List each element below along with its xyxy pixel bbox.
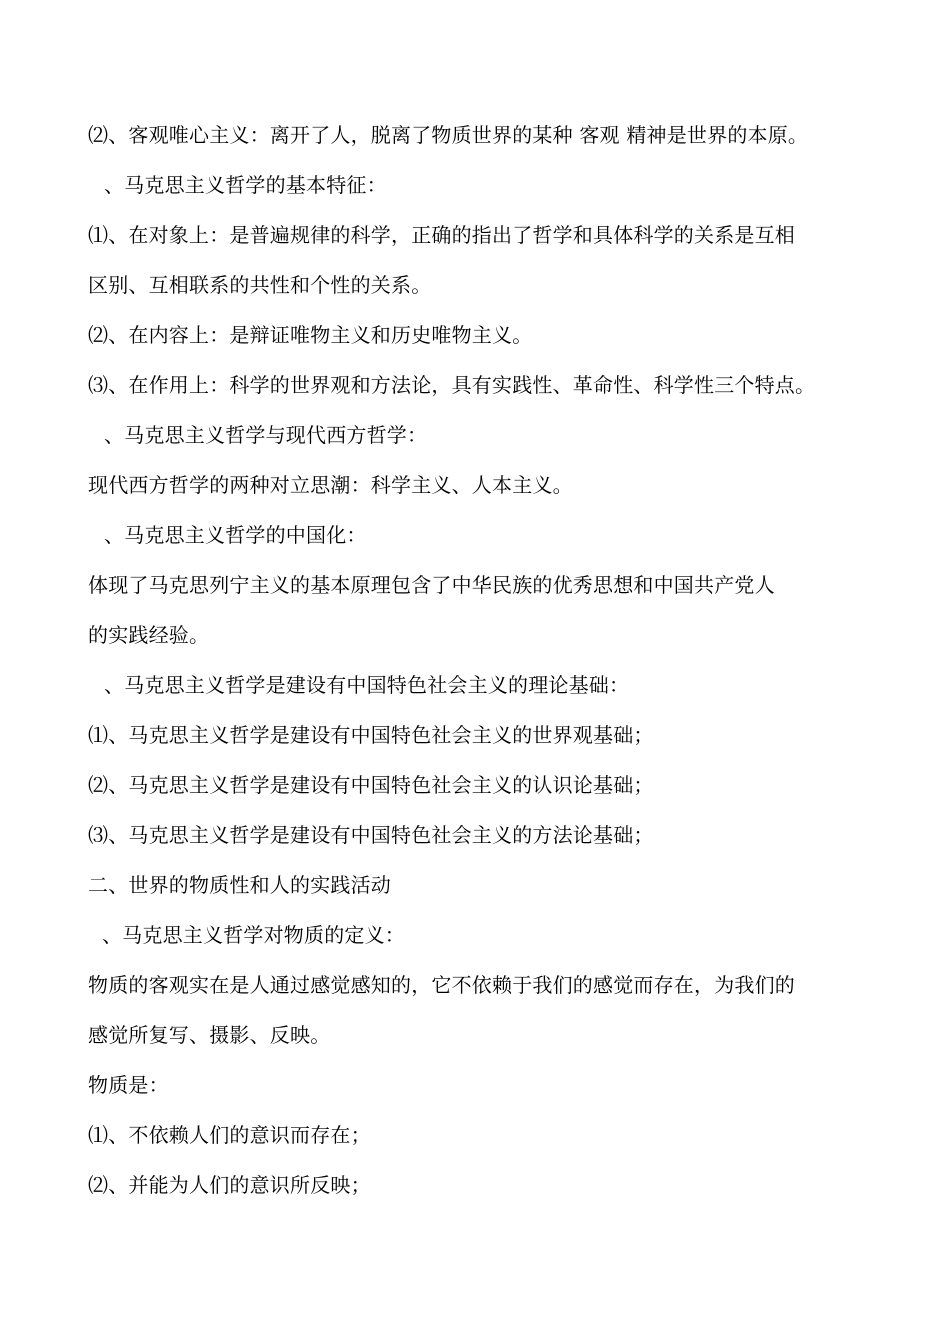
section-heading: 、马克思主义哲学对物质的定义： (102, 923, 405, 947)
section-heading: 、马克思主义哲学的基本特征： (104, 173, 387, 197)
text-line: ⑶、在作用上：科学的世界观和方法论，具有实践性、革命性、科学性三个特点。 (88, 373, 816, 397)
text-line: 体现了马克思列宁主义的基本原理包含了中华民族的优秀思想和中国共产党人 (88, 573, 775, 597)
text-line: 区别、互相联系的共性和个性的关系。 (88, 273, 432, 297)
text-line: ⑵、马克思主义哲学是建设有中国特色社会主义的认识论基础； (88, 773, 654, 797)
text-line: ⑴、马克思主义哲学是建设有中国特色社会主义的世界观基础； (88, 723, 654, 747)
text-line: ⑴、不依赖人们的意识而存在； (88, 1123, 371, 1147)
text-line: ⑵、客观唯心主义：离开了人，脱离了物质世界的某种 客观 精神是世界的本原。 (88, 123, 809, 147)
text-line: 物质的客观实在是人通过感觉感知的，它不依赖于我们的感觉而存在，为我们的 (88, 973, 795, 997)
text-line: 感觉所复写、摄影、反映。 (88, 1023, 331, 1047)
text-line: ⑵、在内容上：是辩证唯物主义和历史唯物主义。 (88, 323, 533, 347)
chapter-heading: 二、世界的物质性和人的实践活动 (88, 873, 391, 897)
text-line: 现代西方哲学的两种对立思潮：科学主义、人本主义。 (88, 473, 573, 497)
section-heading: 、马克思主义哲学是建设有中国特色社会主义的理论基础： (104, 673, 630, 697)
section-heading: 、马克思主义哲学的中国化： (104, 523, 367, 547)
section-heading: 、马克思主义哲学与现代西方哲学： (104, 423, 428, 447)
text-line: ⑴、在对象上：是普遍规律的科学，正确的指出了哲学和具体科学的关系是互相 (88, 223, 795, 247)
text-line: 的实践经验。 (88, 623, 210, 647)
text-line: 物质是： (88, 1073, 169, 1097)
text-line: ⑶、马克思主义哲学是建设有中国特色社会主义的方法论基础； (88, 823, 654, 847)
text-line: ⑵、并能为人们的意识所反映； (88, 1173, 371, 1197)
